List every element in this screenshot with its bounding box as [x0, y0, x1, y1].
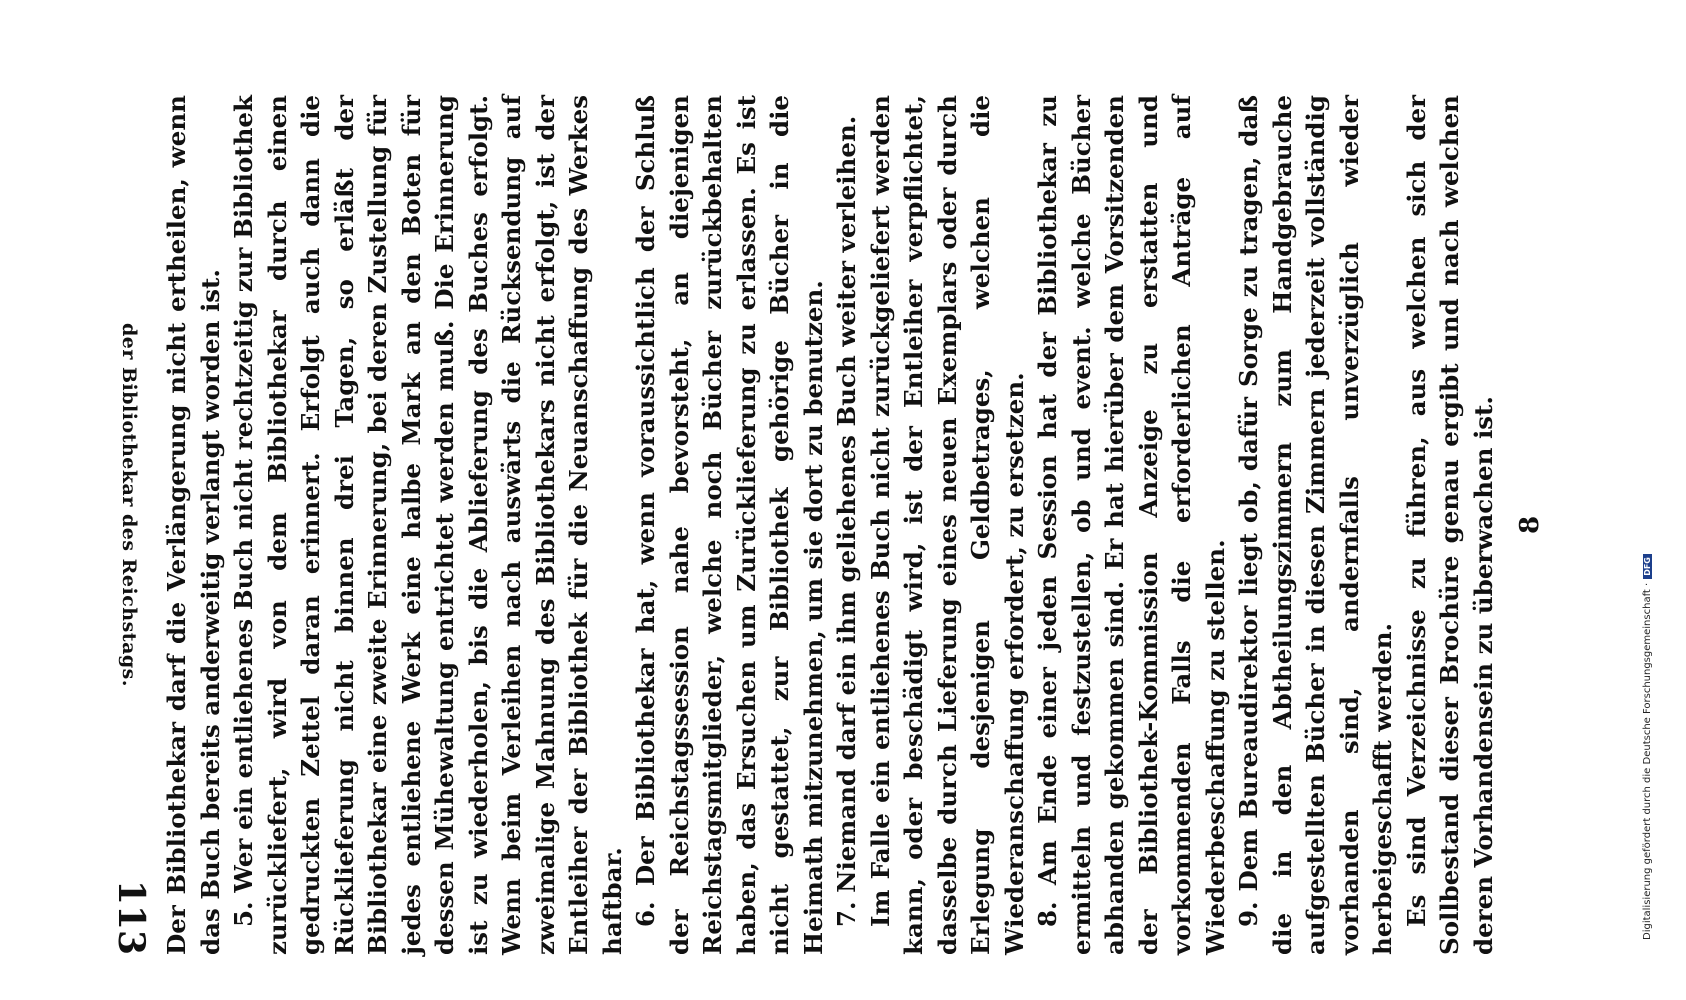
credit-text: Digitalisierung gefördert durch die Deutsche Forschungsgemeinschaft ·: [1642, 582, 1653, 940]
paragraph-verlaengerung: Der Bibliothekar darf die Verlängerung nicht ertheilen, wenn das Buch bereits anderweitig verlangt worden ist.: [162, 95, 225, 955]
paragraph-section-9: 9. Dem Bureaudirektor liegt ob, dafür Sorge zu tragen, daß die in den Abtheilungszimmern zum Handgebrauche aufgestellten Bücher in diesen Zimmern jederzeit vollständig vorhanden sind, andernfalls unverzüglich wieder herbeigeschafft werden.: [1234, 95, 1397, 955]
signature-mark: 8: [1515, 515, 1545, 535]
body-text-block: [160, 95, 1548, 955]
page-body: [160, 95, 1545, 955]
digitization-credit-strip: [1640, 0, 1670, 1000]
paragraph-section-9-cont: Es sind Verzeichnisse zu führen, aus welchen sich der Sollbestand dieser Brochüre genau ergibt und nach welchen deren Vorhandensein zu überwachen ist.: [1401, 95, 1498, 955]
page-number: 113: [110, 879, 152, 955]
paragraph-section-7: 7. Niemand darf ein ihm geliehenes Buch weiter verleihen.: [832, 115, 861, 927]
digitization-credit: [1642, 0, 1660, 940]
running-head: der Bibliothekar des Reichstags.: [118, 323, 140, 687]
paragraph-section-8: 8. Am Ende einer jeden Session hat der Bibliothekar zu ermitteln und festzustellen, ob und event. welche Bücher abhanden gekommen sind. Er hat hierüber dem Vorsitzenden der Bibliothek-Kommission Anzeige zu erstatten und vorkommenden Falls die erforderlichen Anträge auf Wiederbeschaffung zu stellen.: [1033, 95, 1230, 955]
paragraph-section-6: 6. Der Bibliothekar hat, wenn voraussichtlich der Schluß der Reichstagssession nahe bevorsteht, an diejenigen Reichstagsmitglieder, welche noch Bücher zurückbehalten haben, das Ersuchen um Zurücklieferung zu erlassen. Es ist nicht gestattet, zur Bibliothek gehörige Bücher in die Heimath mitzunehmen, um sie dort zu benutzen.: [631, 95, 828, 955]
paragraph-section-7-cont: Im Falle ein entliehenes Buch nicht zurückgeliefert werden kann, oder beschädigt wird, ist der Entleiher verpflichtet, dasselbe durch Lieferung eines neuen Exemplars oder durch Erlegung desjenigen Geldbetrages, welchen die Wiederanschaffung erfordert, zu ersetzen.: [865, 95, 1029, 955]
dfg-logo: DFG: [1643, 554, 1652, 579]
paragraph-section-5: 5. Wer ein entliehenes Buch nicht rechtzeitig zur Bibliothek zurückliefert, wird von dem Bibliothekar durch einen gedruckten Zettel daran erinnert. Erfolgt auch dann die Rücklieferung nicht binnen drei Tagen, so erläßt der Bibliothekar eine zweite Erinnerung, bei deren Zustellung für jedes entliehene Werk eine halbe Mark an den Boten für dessen Mühewaltung entrichtet werden muß. Die Erinnerung ist zu wiederholen, bis die Ablieferung des Buches erfolgt. Wenn beim Verleihen nach auswärts die Rücksendung auf zweimalige Mahnung des Bibliothekars nicht erfolgt, ist der Entleiher der Bibliothek für die Neuanschaffung des Werkes haftbar.: [229, 95, 627, 955]
page-header: [100, 95, 152, 955]
